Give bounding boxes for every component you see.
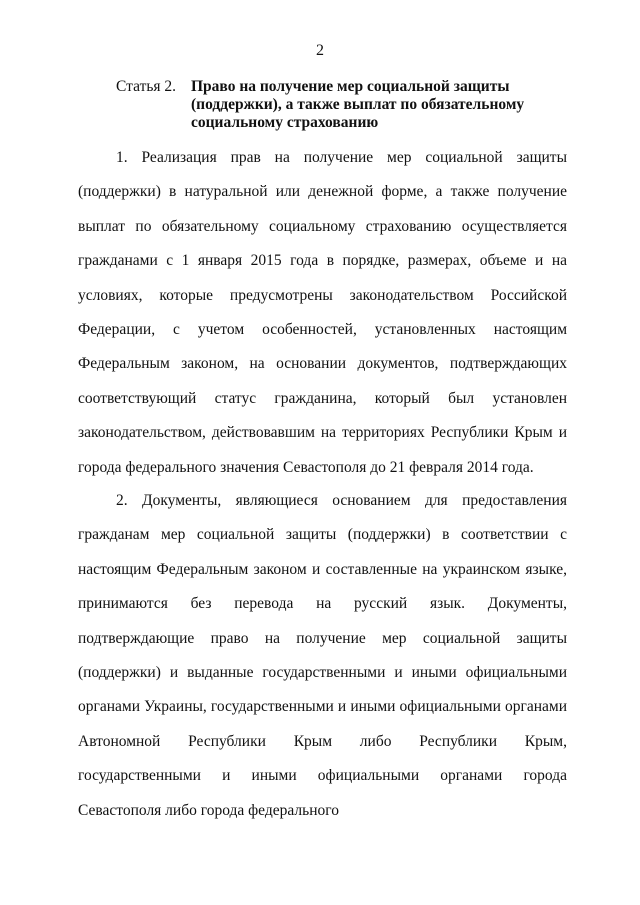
page-number: 2: [316, 42, 324, 59]
article-label: Статья 2.: [116, 78, 177, 95]
article-title: Право на получение мер социальной защиты (поддержки), а также выплат по обязательному социальному страхованию: [191, 78, 525, 131]
paragraph-1: 1. Реализация прав на получение мер социальной защиты (поддержки) в натуральной или денежной форме, а также получение выплат по обязательному социальному страхованию осуществляется гражданами с 1 января 2015 года в порядке, размерах, объеме и на условиях, которые предусмотрены законодательством Российской Федерации, с учетом особенностей, установленных настоящим Федеральным законом, на основании документов, подтверждающих соответствующий статус гражданина, который был установлен законодательством, действовавшим на территориях Республики Крым и города федерального значения Севастополя до 21 февраля 2014 года.: [78, 149, 567, 476]
paragraph-2: 2. Документы, являющиеся основанием для предоставления гражданам мер социальной защиты (поддержки) в соответствии с настоящим Федеральным законом и составленные на украинском языке, принимаются без перевода на русский язык. Документы, подтверждающие право на получение мер социальной защиты (поддержки) и выданные государственными и иными официальными органами Украины, государственными и иными официальными органами Автономной Республики Крым либо Республики Крым, государственными и иными официальными органами города Севастополя либо города федерального: [78, 492, 567, 819]
